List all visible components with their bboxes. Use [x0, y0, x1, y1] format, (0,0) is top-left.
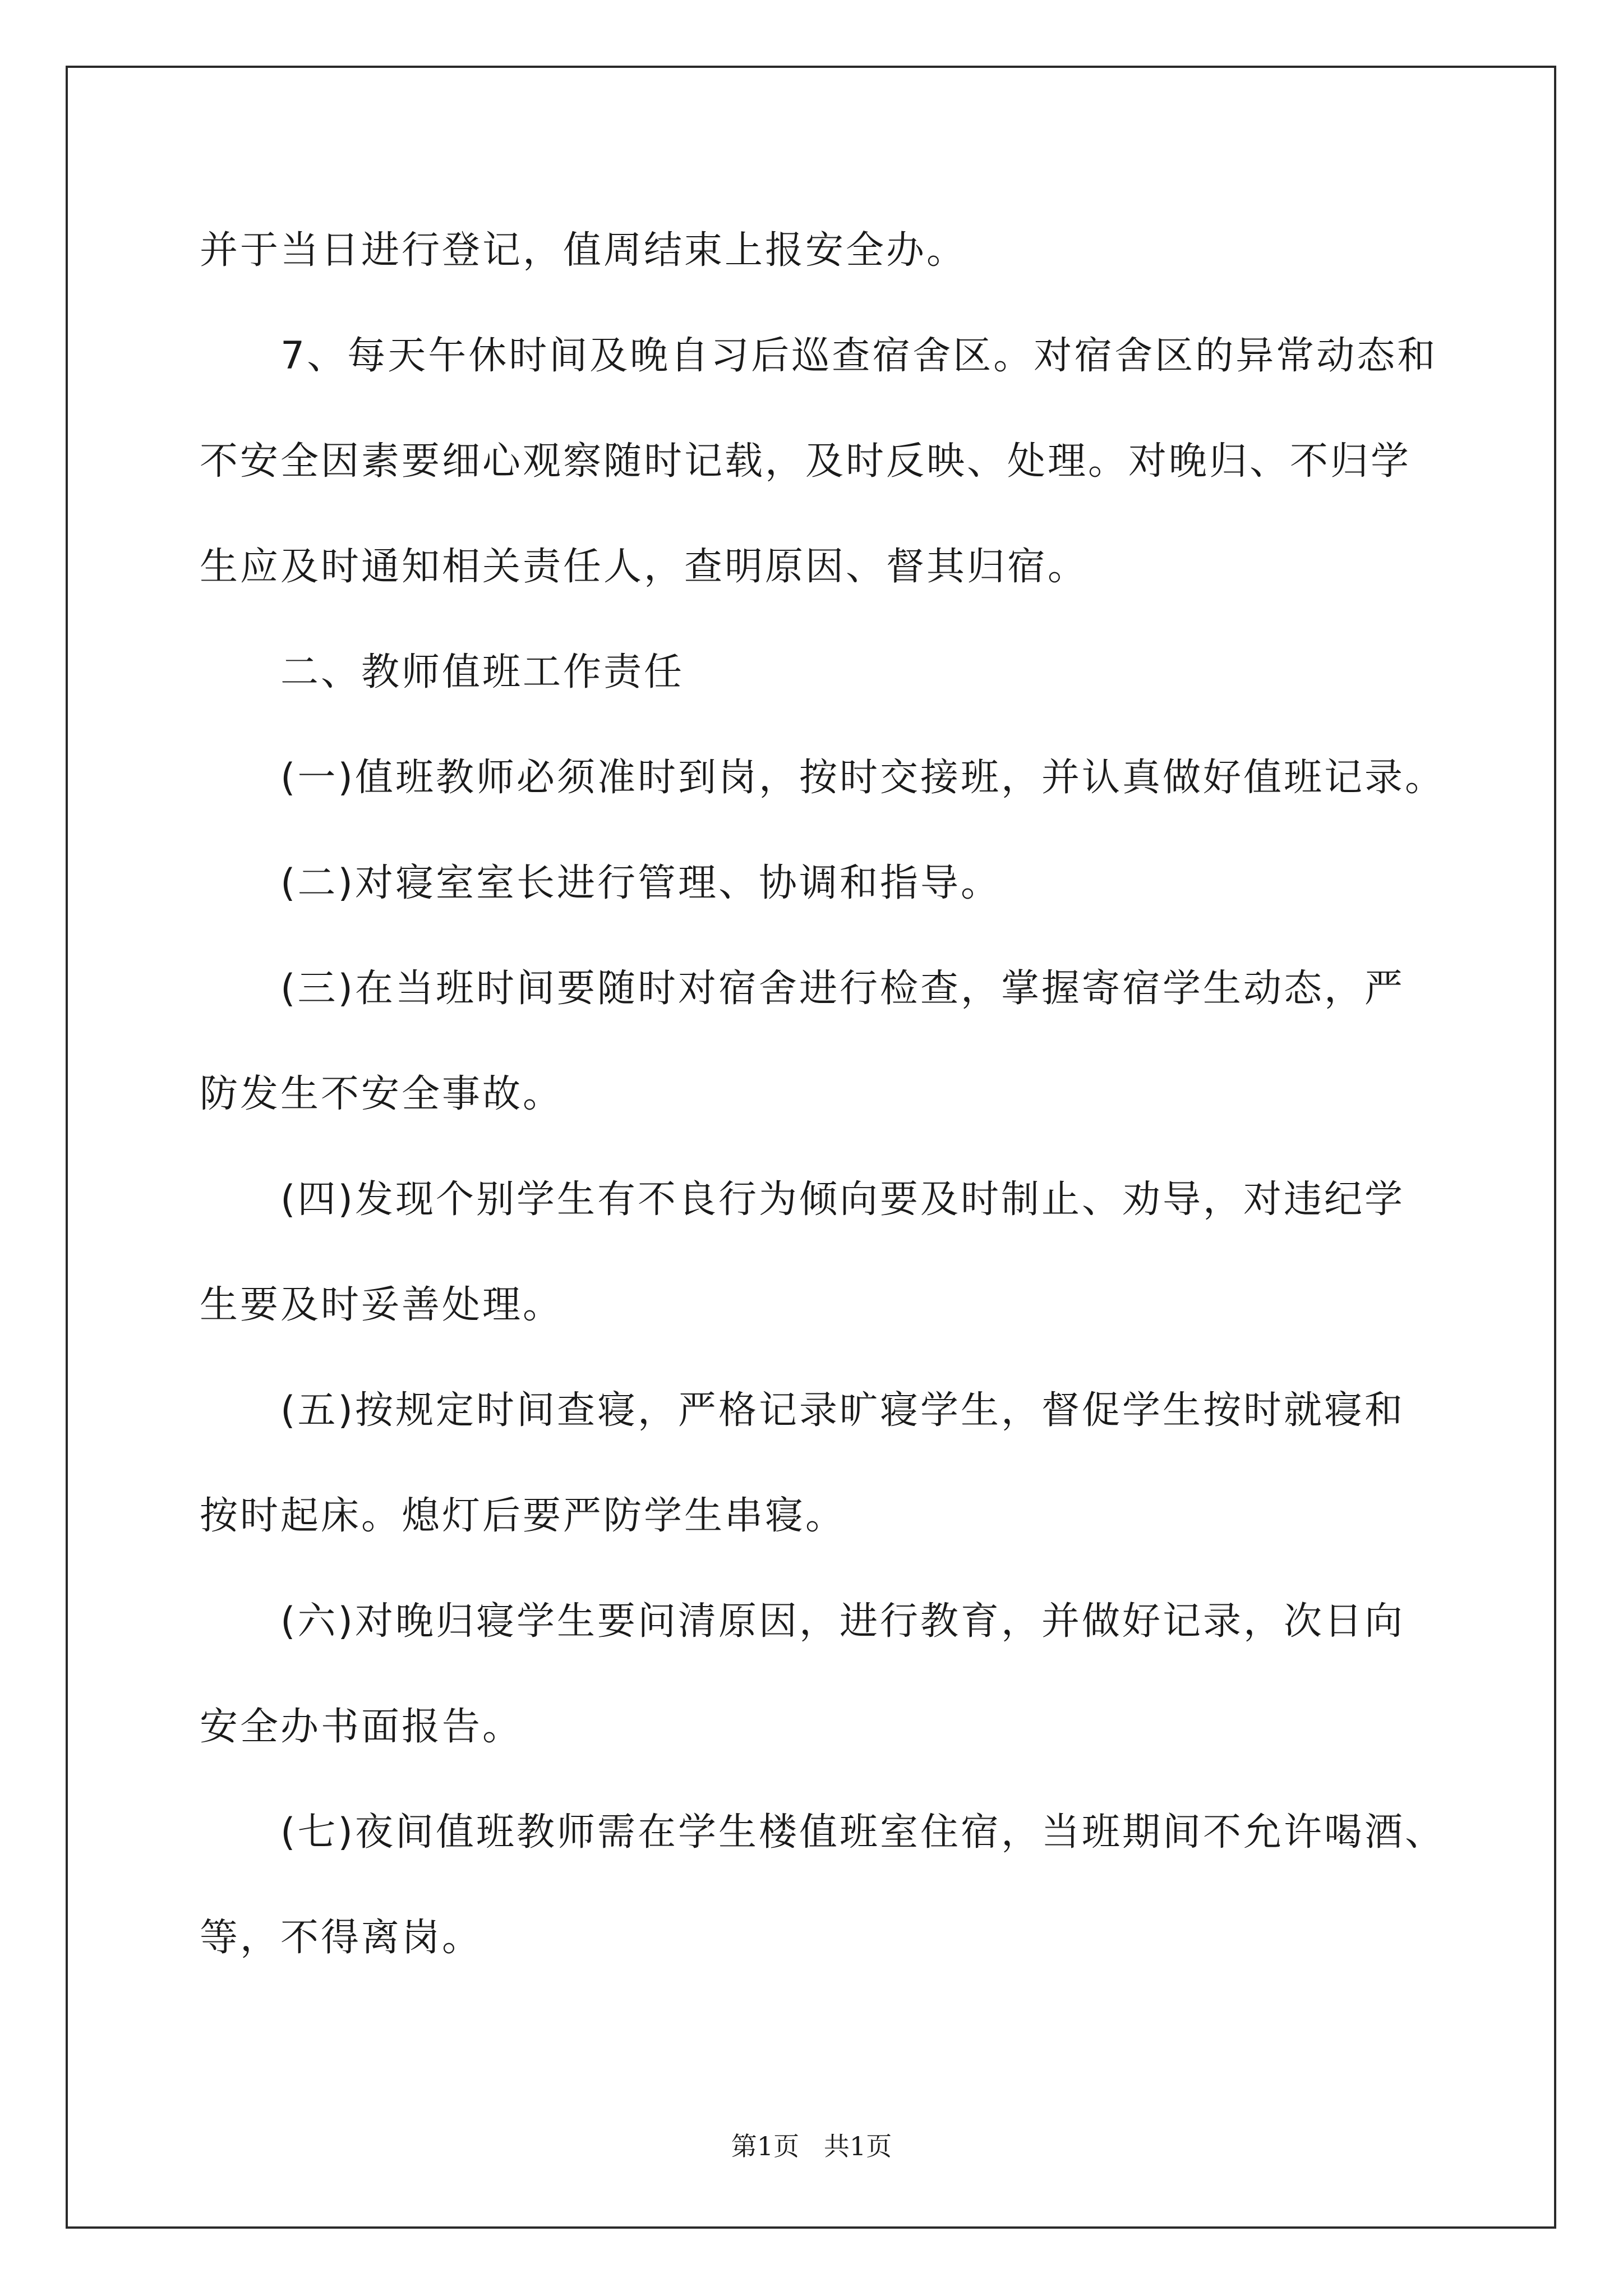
paragraph-line: 按时起床。熄灯后要严防学生串寝。: [200, 1494, 846, 1538]
paragraph-line: (三)在当班时间要随时对宿舍进行检查，掌握寄宿学生动态，严: [280, 967, 1405, 1011]
paragraph-line: 生应及时通知相关责任人，查明原因、督其归宿。: [200, 545, 1089, 589]
page-number-footer: 第1页 共1页: [731, 2131, 892, 2161]
paragraph-line: 安全办书面报告。: [200, 1705, 523, 1749]
paragraph-line: 生要及时妥善处理。: [200, 1283, 564, 1327]
paragraph-line: 不安全因素要细心观察随时记载，及时反映、处理。对晚归、不归学: [200, 439, 1412, 484]
section-heading: 二、教师值班工作责任: [280, 650, 685, 694]
page-border: [66, 66, 1556, 2229]
paragraph-line: (五)按规定时间查寝，严格记录旷寝学生，督促学生按时就寝和: [280, 1388, 1405, 1433]
paragraph-line: (一)值班教师必须准时到岗，按时交接班，并认真做好值班记录。: [280, 756, 1446, 800]
paragraph-line: (二)对寝室室长进行管理、协调和指导。: [280, 861, 1002, 905]
paragraph-line: 防发生不安全事故。: [200, 1072, 564, 1116]
paragraph-line: 并于当日进行登记，值周结束上报安全办。: [200, 228, 967, 273]
paragraph-line: (四)发现个别学生有不良行为倾向要及时制止、劝导，对违纪学: [280, 1177, 1405, 1222]
paragraph-line: 等，不得离岗。: [200, 1916, 483, 1960]
paragraph-line: (六)对晚归寝学生要问清原因，进行教育，并做好记录，次日向: [280, 1599, 1405, 1644]
paragraph-line: 7、每天午休时间及晚自习后巡查宿舍区。对宿舍区的异常动态和: [280, 334, 1438, 378]
paragraph-line: (七)夜间值班教师需在学生楼值班室住宿，当班期间不允许喝酒、: [280, 1810, 1446, 1855]
